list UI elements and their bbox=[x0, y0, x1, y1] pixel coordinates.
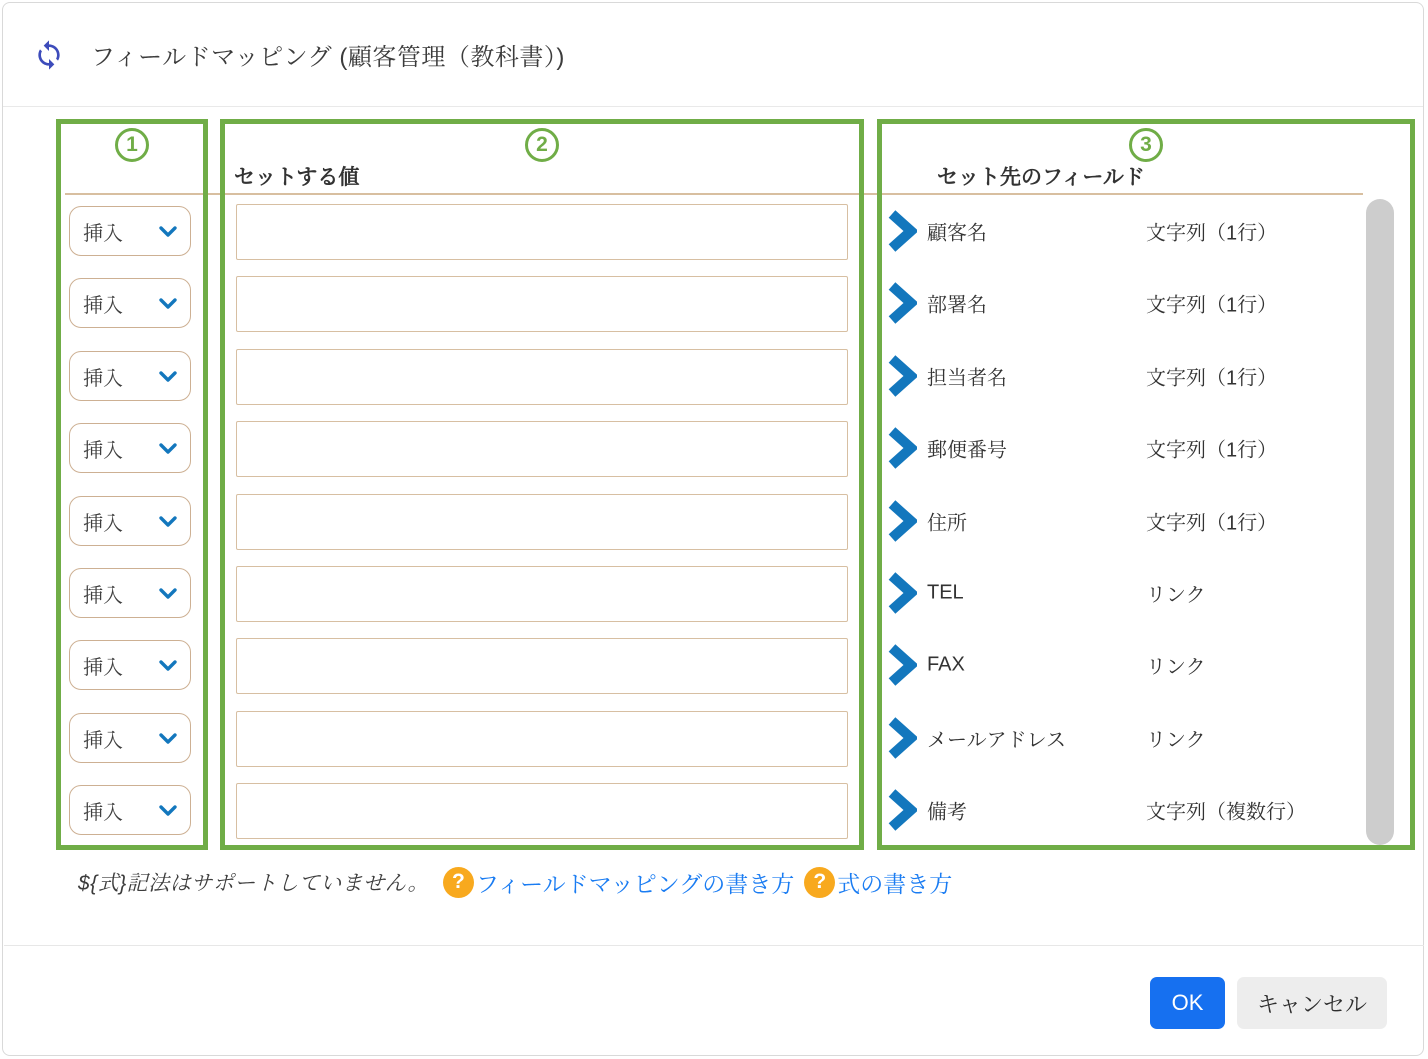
value-input-2[interactable] bbox=[236, 276, 848, 332]
footer-divider bbox=[4, 945, 1424, 946]
insert-dropdown-6[interactable]: 挿入 bbox=[69, 568, 191, 618]
field-type: リンク bbox=[1146, 584, 1206, 607]
chevron-right-icon[interactable] bbox=[887, 500, 917, 542]
field-type: 文字列（1行） bbox=[1146, 294, 1278, 317]
field-row-remarks bbox=[887, 785, 1387, 835]
field-name: FAX bbox=[927, 653, 965, 676]
question-icon[interactable]: ? bbox=[804, 867, 835, 898]
help-link-field-mapping[interactable] bbox=[443, 866, 794, 899]
dialog-titlebar bbox=[3, 3, 1423, 107]
chevron-right-icon[interactable] bbox=[887, 210, 917, 252]
field-row-department bbox=[887, 278, 1387, 328]
chevron-right-icon[interactable] bbox=[887, 644, 917, 686]
chevron-down-icon bbox=[158, 442, 178, 455]
chevron-right-icon[interactable] bbox=[887, 355, 917, 397]
field-row-customer-name bbox=[887, 206, 1387, 256]
chevron-right-icon[interactable] bbox=[887, 282, 917, 324]
field-name: TEL bbox=[927, 581, 964, 604]
field-name: 担当者名 bbox=[927, 367, 1007, 390]
chevron-down-icon bbox=[158, 297, 178, 310]
expression-help-link[interactable]: 式の書き方 bbox=[837, 870, 953, 897]
field-row-email bbox=[887, 713, 1387, 763]
field-row-postal-code bbox=[887, 423, 1387, 473]
field-type: 文字列（1行） bbox=[1146, 512, 1278, 535]
syntax-note: ${式}記法はサポートしていません。 bbox=[78, 872, 429, 895]
annotation-number-2: 2 bbox=[525, 128, 559, 162]
field-type: 文字列（1行） bbox=[1146, 367, 1278, 390]
insert-dropdown-9[interactable]: 挿入 bbox=[69, 785, 191, 835]
chevron-right-icon[interactable] bbox=[887, 572, 917, 614]
field-name: 住所 bbox=[927, 512, 967, 535]
chevron-down-icon bbox=[158, 659, 178, 672]
chevron-right-icon[interactable] bbox=[887, 717, 917, 759]
field-name: 顧客名 bbox=[927, 222, 987, 245]
insert-dropdown-4[interactable]: 挿入 bbox=[69, 423, 191, 473]
value-input-8[interactable] bbox=[236, 711, 848, 767]
ok-button[interactable]: OK bbox=[1150, 977, 1225, 1029]
insert-dropdown-5[interactable]: 挿入 bbox=[69, 496, 191, 546]
insert-dropdown-1[interactable]: 挿入 bbox=[69, 206, 191, 256]
field-type: リンク bbox=[1146, 656, 1206, 679]
fields-scrollbar[interactable] bbox=[1366, 199, 1394, 845]
cancel-button[interactable]: キャンセル bbox=[1237, 977, 1387, 1029]
field-row-contact-person bbox=[887, 351, 1387, 401]
fields-column-header: セット先のフィールド bbox=[937, 166, 1145, 189]
field-name: 郵便番号 bbox=[927, 439, 1007, 462]
insert-dropdown-3[interactable]: 挿入 bbox=[69, 351, 191, 401]
field-type: 文字列（1行） bbox=[1146, 222, 1278, 245]
field-name: 備考 bbox=[927, 801, 967, 824]
chevron-down-icon bbox=[158, 732, 178, 745]
field-row-tel bbox=[887, 568, 1387, 618]
values-column-header: セットする値 bbox=[234, 166, 360, 189]
insert-dropdown-7[interactable]: 挿入 bbox=[69, 640, 191, 690]
chevron-down-icon bbox=[158, 515, 178, 528]
value-input-4[interactable] bbox=[236, 421, 848, 477]
field-mapping-dialog bbox=[2, 2, 1424, 1056]
field-name: メールアドレス bbox=[927, 729, 1066, 752]
field-row-address bbox=[887, 496, 1387, 546]
insert-dropdown-8[interactable]: 挿入 bbox=[69, 713, 191, 763]
chevron-down-icon bbox=[158, 587, 178, 600]
field-mapping-help-link[interactable]: フィールドマッピングの書き方 bbox=[475, 870, 795, 897]
field-type: 文字列（1行） bbox=[1146, 439, 1278, 462]
chevron-right-icon[interactable] bbox=[887, 427, 917, 469]
dialog-title: フィールドマッピング (顧客管理（教科書）) bbox=[91, 44, 565, 71]
annotation-number-1: 1 bbox=[115, 128, 149, 162]
field-type: リンク bbox=[1146, 729, 1206, 752]
annotation-number-3: 3 bbox=[1129, 128, 1163, 162]
chevron-down-icon bbox=[158, 370, 178, 383]
value-input-3[interactable] bbox=[236, 349, 848, 405]
field-name: 部署名 bbox=[927, 294, 987, 317]
chevron-down-icon bbox=[158, 225, 178, 238]
note-row bbox=[78, 865, 952, 899]
sync-icon bbox=[33, 39, 65, 71]
field-row-fax bbox=[887, 640, 1387, 690]
value-input-6[interactable] bbox=[236, 566, 848, 622]
chevron-right-icon[interactable] bbox=[887, 789, 917, 831]
question-icon[interactable]: ? bbox=[443, 867, 474, 898]
field-type: 文字列（複数行） bbox=[1146, 801, 1306, 824]
value-input-1[interactable] bbox=[236, 204, 848, 260]
value-input-7[interactable] bbox=[236, 638, 848, 694]
value-input-9[interactable] bbox=[236, 783, 848, 839]
insert-dropdown-2[interactable]: 挿入 bbox=[69, 278, 191, 328]
chevron-down-icon bbox=[158, 804, 178, 817]
help-link-expression[interactable] bbox=[804, 866, 952, 899]
value-input-5[interactable] bbox=[236, 494, 848, 550]
